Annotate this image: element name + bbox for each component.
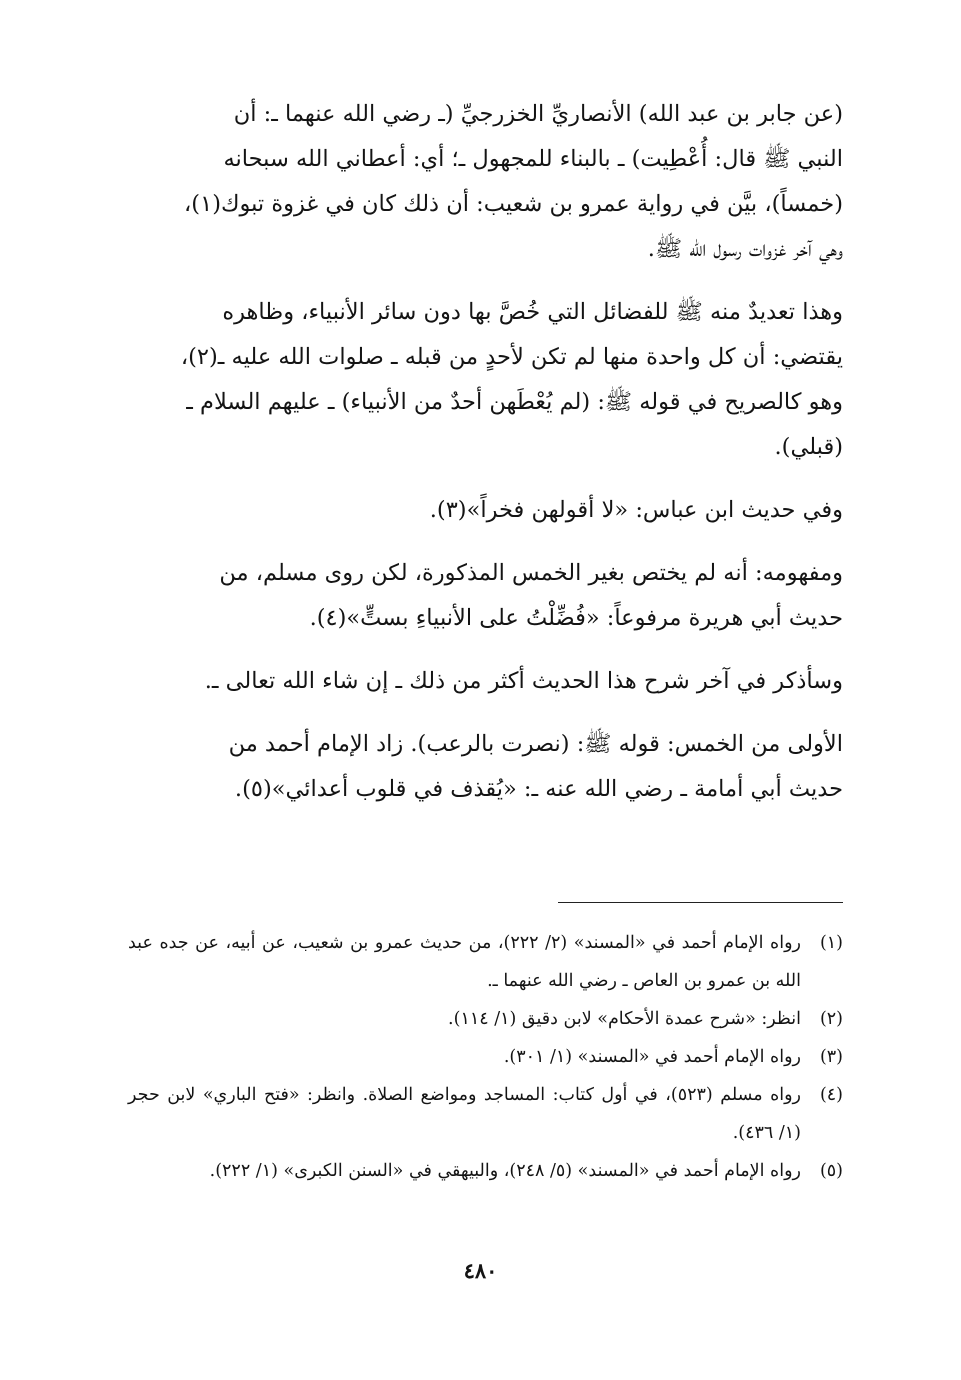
footnote-text: رواه الإمام أحمد في «المسند» (٥/ ٢٤٨)، والبيهقي في «السنن الكبرى» (١/ ٢٢٢).: [209, 1161, 801, 1181]
text-line: ومفهومه: أنه لم يختص بغير الخمس المذكورة، لكن روى مسلم، من: [219, 560, 843, 586]
page-number: ٤٨٠: [463, 1258, 498, 1283]
text-line: النبي ﷺ قال: أُعْطِيت) ـ بالبناء للمجهول ـ؛ أي: أعطاني الله سبحانه: [223, 146, 843, 172]
text-line: (قبلي).: [774, 434, 843, 460]
footnote-2: [128, 1000, 843, 1038]
footnote-number: (٤): [819, 1085, 843, 1105]
text-line: (خمساً)، بيَّن في رواية عمرو بن شعيب: أن ذلك كان في غزوة تبوك(١)،: [184, 191, 843, 217]
paragraph-5: [128, 659, 843, 704]
text-line: وهذا تعديدٌ منه ﷺ للفضائل التي خُصَّ بها دون سائر الأنبياء، وظاهره: [222, 299, 843, 325]
footnote-text: انظر: «شرح عمدة الأحكام» لابن دقيق (١/ ١١٤).: [448, 1009, 801, 1029]
footnote-separator: [558, 902, 843, 903]
text-line: وهي آخر غزوات رسول الله ﷺ.: [647, 236, 843, 262]
text-line: وهو كالصريح في قوله ﷺ: (لم يُعْطَهن أحدٌ من الأنبياء) ـ عليهم السلام ـ: [186, 389, 843, 415]
text-line: يقتضي: أن كل واحدة منها لم تكن لأحدٍ من قبله ـ صلوات الله عليه ـ(٢)،: [180, 344, 843, 370]
footnote-text: رواه الإمام أحمد في «المسند» (١/ ٣٠١).: [503, 1047, 801, 1067]
text-line: الأولى من الخمس: قوله ﷺ: (نصرت بالرعب). زاد الإمام أحمد من: [228, 731, 843, 757]
footnote-number: (١): [819, 933, 843, 953]
text-line: حديث أبي أمامة ـ رضي الله عنه ـ: «يُقذف في قلوب أعدائي»(٥).: [234, 776, 843, 802]
text-line: حديث أبي هريرة مرفوعاً: «فُضِّلْتُ على الأنبياءِ بستٍّ»(٤).: [309, 605, 843, 631]
footnote-number: (٣): [819, 1047, 843, 1067]
footnote-number: (٢): [819, 1009, 843, 1029]
paragraph-3: [128, 488, 843, 533]
footnote-3: [128, 1038, 843, 1076]
paragraph-1: [128, 92, 843, 272]
footnote-text: رواه الإمام أحمد في «المسند» (٢/ ٢٢٢)، من حديث عمرو بن شعيب، عن أبيه، عن جده عبد الله بن عمرو بن العاص ـ رضي الله عنهما ـ.: [128, 933, 801, 991]
text-line: وسأذكر في آخر شرح هذا الحديث أكثر من ذلك ـ إن شاء الله تعالى ـ.: [204, 668, 843, 694]
footnote-5: [128, 1152, 843, 1190]
text-line: وفي حديث ابن عباس: «لا أقولهن فخراً»(٣).: [429, 497, 843, 523]
footnotes: [128, 924, 843, 1190]
text-line: (عن جابر بن عبد الله) الأنصاريِّ الخزرجيِّ (ـ رضي الله عنهما ـ: أن: [233, 101, 843, 127]
main-text: [128, 92, 843, 830]
footnote-1: [128, 924, 843, 1000]
footnote-number: (٥): [819, 1161, 843, 1181]
paragraph-2: [128, 290, 843, 470]
footnote-text: رواه مسلم (٥٢٣)، في أول كتاب: المساجد ومواضع الصلاة. وانظر: «فتح الباري» لابن حجر (١/ ٤٣٦).: [128, 1085, 801, 1143]
paragraph-4: [128, 551, 843, 641]
paragraph-6: [128, 722, 843, 812]
footnote-4: [128, 1076, 843, 1152]
